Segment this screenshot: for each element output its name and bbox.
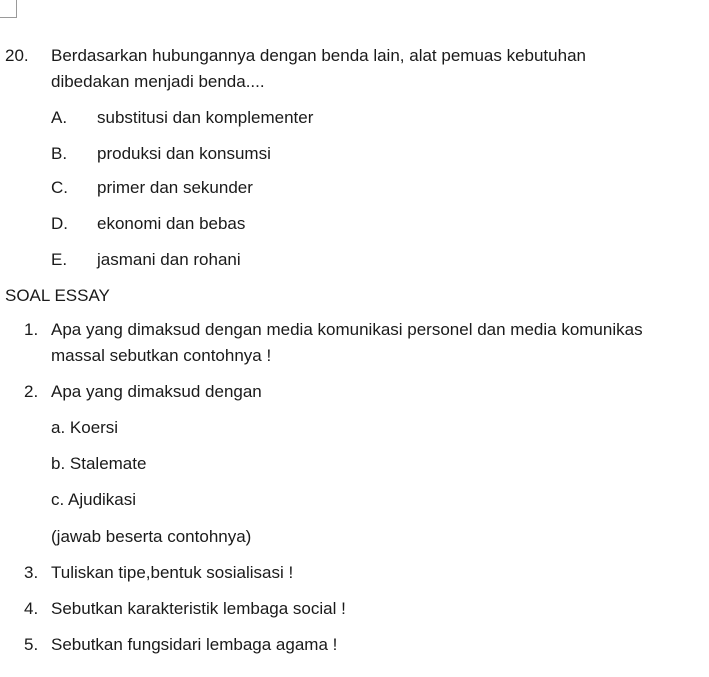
question-number: 2. <box>24 382 39 401</box>
option-text: produksi dan konsumsi <box>97 144 271 163</box>
option-letter: B. <box>51 144 68 163</box>
option-letter: A. <box>51 108 68 127</box>
crop-mark-horizontal <box>0 17 17 18</box>
question-text-line-2: dibedakan menjadi benda.... <box>51 72 265 91</box>
question-text-line-1: Apa yang dimaksud dengan media komunikasi personel dan media komunikas <box>51 320 643 339</box>
question-note: (jawab beserta contohnya) <box>51 527 252 546</box>
question-number: 3. <box>24 563 39 582</box>
option-letter: E. <box>51 250 68 269</box>
question-text-line-2: massal sebutkan contohnya ! <box>51 346 272 365</box>
option-text: primer dan sekunder <box>97 178 253 197</box>
question-text-line-1: Berdasarkan hubungannya dengan benda lain, alat pemuas kebutuhan <box>51 46 586 65</box>
question-text: Apa yang dimaksud dengan <box>51 382 262 401</box>
option-letter: C. <box>51 178 68 197</box>
question-text: Sebutkan karakteristik lembaga social ! <box>51 599 346 618</box>
question-text: Sebutkan fungsidari lembaga agama ! <box>51 635 338 654</box>
sub-item: b. Stalemate <box>51 454 147 473</box>
question-text: Tuliskan tipe,bentuk sosialisasi ! <box>51 563 294 582</box>
question-number: 5. <box>24 635 39 654</box>
question-number: 4. <box>24 599 39 618</box>
question-number: 1. <box>24 320 39 339</box>
crop-mark-vertical <box>16 0 17 17</box>
sub-item: a. Koersi <box>51 418 119 437</box>
question-number: 20. <box>5 46 29 65</box>
sub-item: c. Ajudikasi <box>51 490 137 509</box>
option-text: jasmani dan rohani <box>97 250 241 269</box>
section-title: SOAL ESSAY <box>5 286 110 305</box>
option-text: ekonomi dan bebas <box>97 214 246 233</box>
option-text: substitusi dan komplementer <box>97 108 314 127</box>
option-letter: D. <box>51 214 68 233</box>
